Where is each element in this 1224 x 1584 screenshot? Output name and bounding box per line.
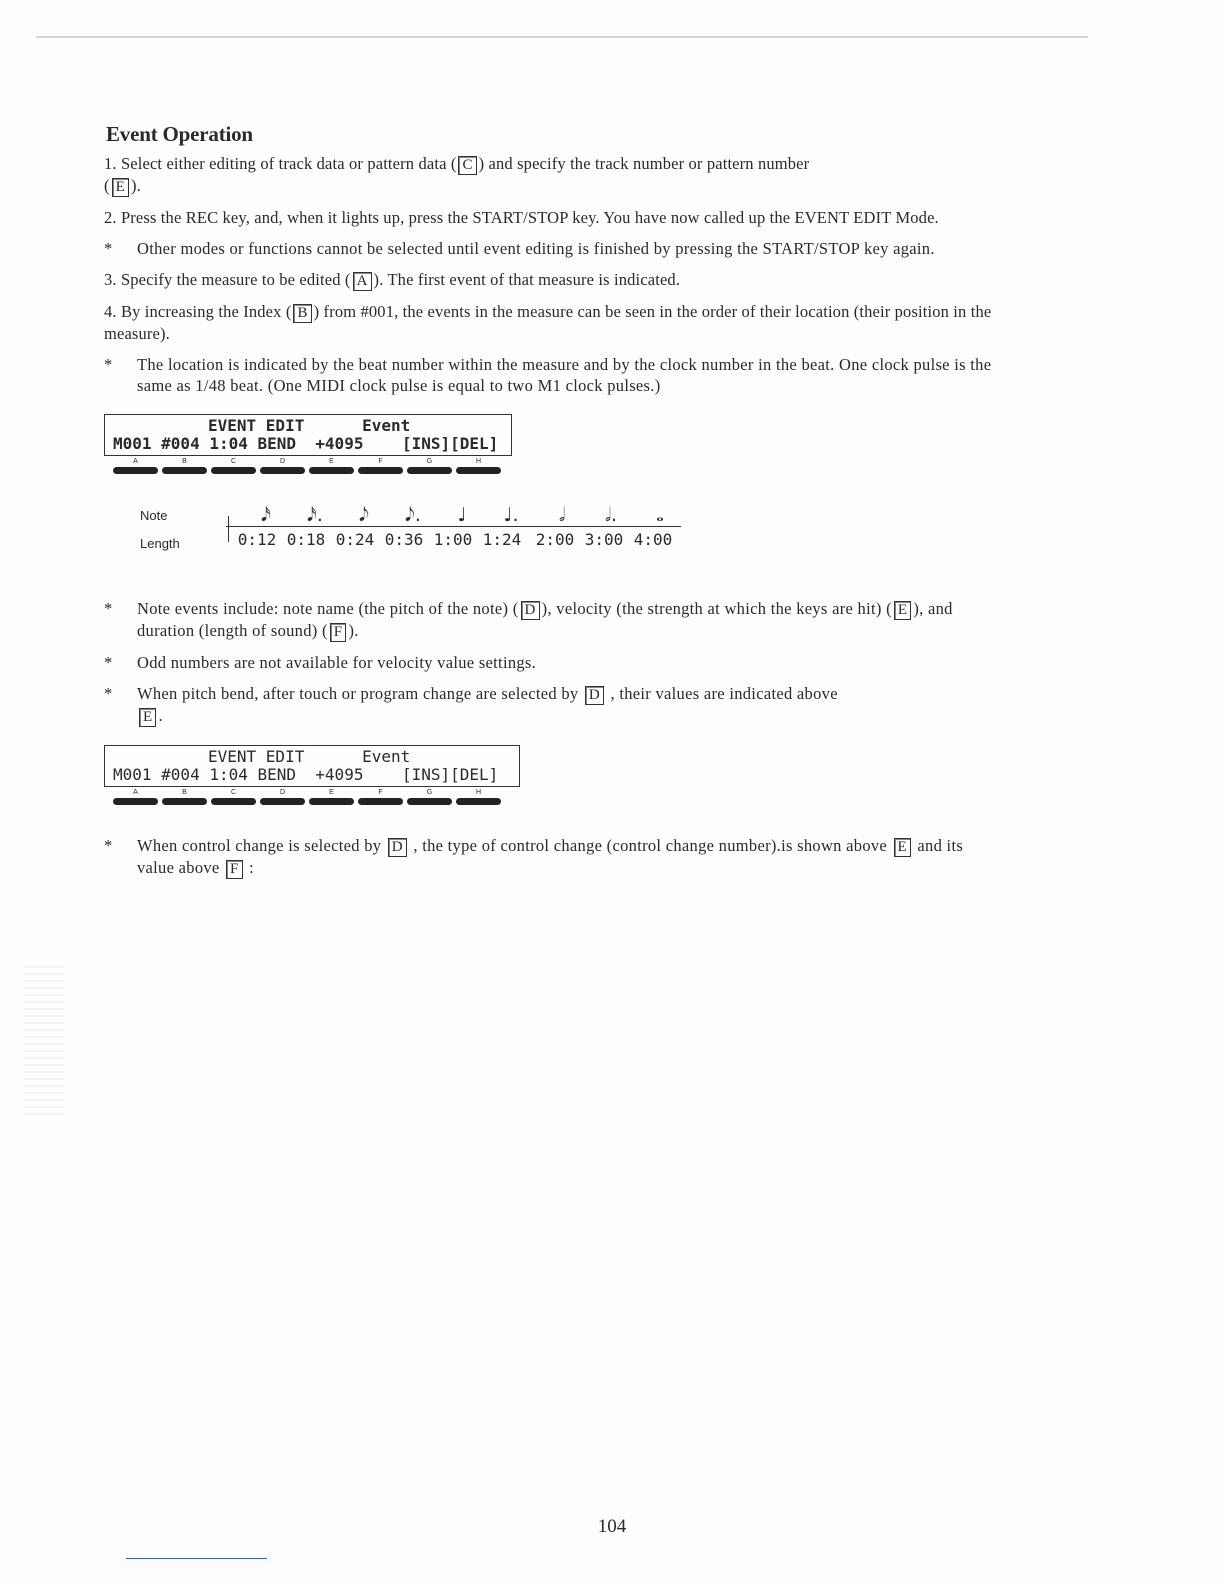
note-symbol: 𝅘𝅥𝅯 (261, 504, 271, 526)
note-symbol: ♩. (503, 504, 519, 526)
soft-button-b[interactable]: B (162, 458, 207, 474)
note-symbol: 𝅘𝅥𝅯. (307, 504, 323, 526)
key-a: A (353, 272, 372, 291)
step-1-text-a: 1. Select either editing of track data or pattern data ( (104, 154, 457, 173)
note-item: * Other modes or functions cannot be selected until event editing is finished by pressing the START/STOP key again. (104, 238, 1004, 259)
step-1 (104, 153, 1004, 197)
key-e: E (112, 178, 129, 197)
note-symbol: ♩ (457, 504, 467, 526)
length-value: 0:18 (286, 530, 326, 549)
length-value: 2:00 (535, 530, 575, 549)
lcd-line-2: M001 #004 1:04 BEND +4095 [INS][DEL] (113, 434, 499, 453)
soft-button-row (104, 458, 1004, 474)
note-text: The location is indicated by the beat number within the measure and by the clock number in the beat. One clock pulse is the same as 1/48 beat. (One MIDI clock pulse is equal to two M1 clock pulses.) (137, 355, 992, 395)
soft-button-a[interactable]: A (113, 789, 158, 805)
soft-button-e[interactable]: E (309, 789, 354, 805)
note-item: * When pitch bend, after touch or program change are selected by D , their values are indicated above E . (104, 683, 1004, 727)
soft-button-g[interactable]: G (407, 458, 452, 474)
key-f: F (330, 623, 347, 642)
key-e: E (894, 601, 911, 620)
soft-button-f[interactable]: F (358, 458, 403, 474)
step-4-text-b: ) from #001, the events in the measure can be seen in the order of their location (their position in the measure). (104, 302, 992, 343)
soft-button-c[interactable]: C (211, 458, 256, 474)
note-symbol: 𝅘𝅥𝅮 (359, 504, 369, 526)
note-symbol: 𝅘𝅥𝅮. (405, 504, 421, 526)
key-b: B (293, 304, 311, 323)
key-d: D (585, 686, 604, 705)
note-item: * The location is indicated by the beat number within the measure and by the clock number in the beat. One clock pulse is the same as 1/48 beat. (One MIDI clock pulse is equal to two M1 clock pulses.) (104, 354, 1004, 396)
key-f: F (226, 860, 243, 879)
key-d: D (521, 601, 540, 620)
step-3-text-a: 3. Specify the measure to be edited ( (104, 270, 351, 289)
key-e: E (894, 838, 911, 857)
soft-button-c[interactable]: C (211, 789, 256, 805)
soft-button-d[interactable]: D (260, 458, 305, 474)
step-3 (104, 269, 1004, 291)
soft-button-row (104, 789, 1004, 805)
note-text: Odd numbers are not available for velocity value settings. (137, 653, 537, 672)
key-d: D (388, 838, 407, 857)
note-symbol: 𝅗𝅥 (558, 504, 566, 526)
note-text: Other modes or functions cannot be selected until event editing is finished by pressing the START/STOP key again. (137, 239, 935, 258)
note-label: Note (140, 508, 168, 523)
step-2: 2. Press the REC key, and, when it lights up, press the START/STOP key. You have now called up the EVENT EDIT Mode. (104, 208, 939, 227)
note-item: * When control change is selected by D , the type of control change (control change number).is shown above E and its value above F : (104, 835, 1004, 879)
length-value: 0:24 (335, 530, 375, 549)
length-label: Length (140, 536, 180, 551)
length-value: 1:24 (482, 530, 522, 549)
soft-button-f[interactable]: F (358, 789, 403, 805)
soft-button-d[interactable]: D (260, 789, 305, 805)
soft-button-h[interactable]: H (456, 789, 501, 805)
step-4 (104, 301, 1004, 344)
table-rule (226, 526, 681, 527)
length-value: 4:00 (633, 530, 673, 549)
length-value: 0:36 (384, 530, 424, 549)
step-4-text-a: 4. By increasing the Index ( (104, 302, 292, 321)
lcd-screen (104, 745, 520, 787)
soft-button-b[interactable]: B (162, 789, 207, 805)
lcd-screen (104, 414, 512, 456)
note-text: When pitch bend, after touch or program change are selected by D , their values are indicated above E . (137, 684, 838, 725)
note-symbol: 𝅗𝅥. (604, 504, 618, 526)
section-heading: Event Operation (106, 122, 253, 146)
lcd-display-1 (104, 414, 1004, 474)
lcd-line-1: EVENT EDIT Event (208, 747, 411, 766)
lcd-line-1: EVENT EDIT Event (208, 416, 411, 435)
soft-button-h[interactable]: H (456, 458, 501, 474)
length-value: 0:12 (237, 530, 277, 549)
footer-underline (126, 1558, 267, 1559)
note-item: * Odd numbers are not available for velocity value settings. (104, 652, 1004, 673)
length-value: 3:00 (584, 530, 624, 549)
note-length-table (140, 504, 700, 554)
lcd-display-2 (104, 745, 1004, 805)
table-divider (228, 516, 229, 542)
note-symbol: 𝅝 (656, 504, 664, 526)
key-e: E (139, 708, 156, 727)
scan-speckle (24, 965, 64, 1115)
lcd-line-2: M001 #004 1:04 BEND +4095 [INS][DEL] (113, 765, 499, 784)
note-text: When control change is selected by D , the type of control change (control change number).is shown above E and its value above F : (137, 836, 964, 877)
note-item: * Note events include: note name (the pitch of the note) ( D ), velocity (the strength at which the keys are hit) ( E ), and duration (length of sound) ( F ). (104, 598, 1004, 642)
soft-button-e[interactable]: E (309, 458, 354, 474)
key-c: C (458, 156, 476, 175)
top-rule (36, 36, 1088, 38)
soft-button-g[interactable]: G (407, 789, 452, 805)
soft-button-a[interactable]: A (113, 458, 158, 474)
step-1-text-b: ) and specify the track number or pattern number (478, 154, 810, 173)
length-value: 1:00 (433, 530, 473, 549)
step-1-text-c: ( (104, 176, 110, 195)
page-number: 104 (597, 1516, 627, 1537)
page-content (104, 122, 1004, 889)
step-3-text-b: ). The first event of that measure is indicated. (373, 270, 681, 289)
step-1-text-d: ). (130, 176, 141, 195)
note-text: Note events include: note name (the pitch of the note) ( D ), velocity (the strength at which the keys are hit) ( E ), and duration (length of sound) ( F ). (137, 599, 953, 640)
